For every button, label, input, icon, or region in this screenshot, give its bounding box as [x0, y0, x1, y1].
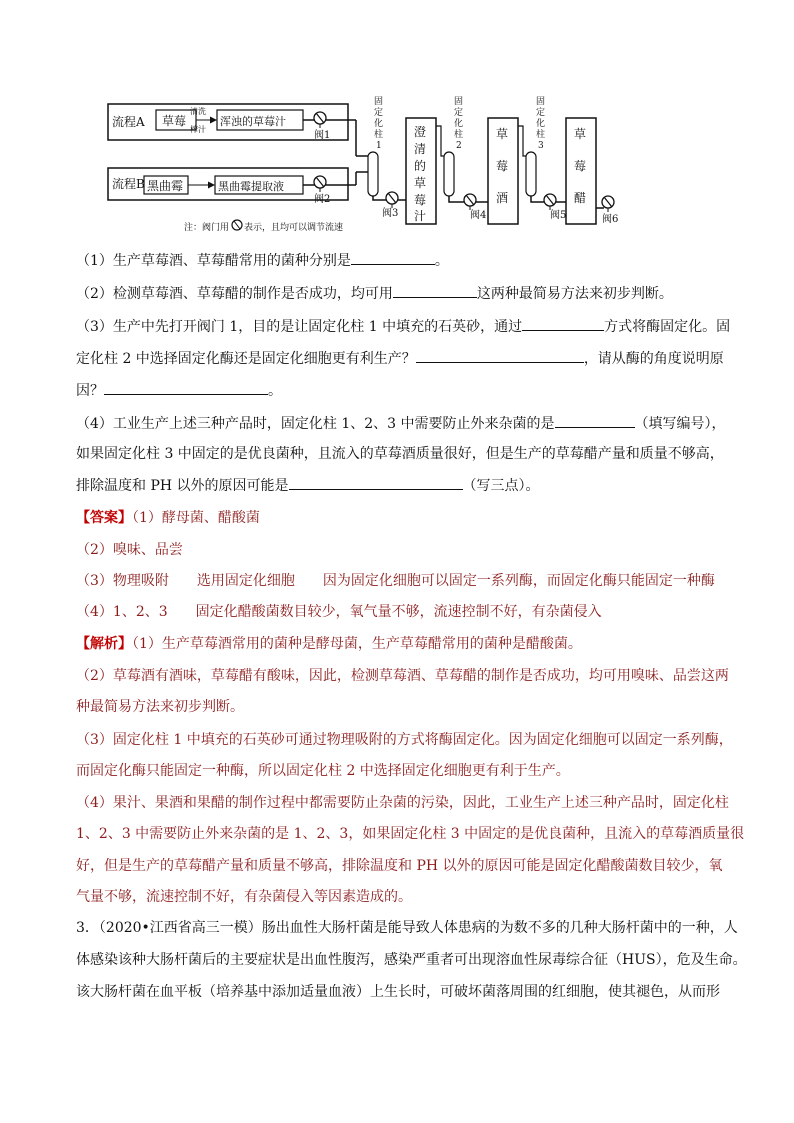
flow-b-box — [108, 168, 348, 200]
svg-text:固: 固 — [536, 97, 546, 107]
valve-2-icon — [314, 176, 326, 192]
question-3-line-1: （3）生产中先打开阀门 1，目的是让固定化柱 1 中填充的石英砂，通过 方式将酶固定化。固 — [76, 316, 736, 337]
valve-2-label: 阀2 — [314, 194, 331, 205]
flow-b-result: 黑曲霉提取液 — [218, 180, 284, 193]
svg-text:定: 定 — [536, 108, 546, 118]
flow-a-box — [108, 104, 348, 140]
figure-note-suffix: 表示，且均可以调节流速 — [244, 223, 344, 233]
svg-text:化: 化 — [374, 119, 384, 129]
valve-legend-icon — [232, 220, 242, 230]
analysis-tag: 【解析】 — [76, 636, 132, 652]
flow-a-arrow-top: 清洗 — [190, 107, 206, 116]
svg-text:醋: 醋 — [574, 191, 587, 205]
valve-1-label: 阀1 — [314, 130, 331, 141]
valve-6-label: 阀6 — [602, 214, 619, 225]
valve-1-icon — [314, 112, 326, 128]
question-4-line-1: （4）工业生产上述三种产品时，固定化柱 1、2、3 中需要防止外来杂菌的是 （填写编号）， — [76, 413, 736, 434]
flow-a-arrow-bottom: 榨汁 — [190, 125, 206, 134]
svg-text:固: 固 — [374, 97, 384, 107]
question-3-line-2: 定化柱 2 中选择固定化酶还是固定化细胞更有利生产？ ，请从酶的角度说明原 — [76, 348, 736, 369]
svg-text:的: 的 — [414, 159, 427, 173]
question-3-stem-line-2: 体感染该种大肠杆菌后的主要症状是出血性腹泻，感染严重者可出现溶血性尿毒综合征（HUS），危及生命。 — [76, 952, 747, 968]
analysis-p2-line-1: （2）草莓酒有酒味，草莓醋有酸味，因此，检测草莓酒、草莓醋的制作是否成功，均可用嗅味、品尝这两 — [76, 668, 729, 684]
svg-text:柱: 柱 — [536, 130, 546, 140]
analysis-p4-line-1: （4）果汁、果酒和果醋的制作过程中都需要防止杂菌的污染，因此，工业生产上述三种产品时，固定化柱 — [76, 795, 729, 811]
answer-blank[interactable] — [393, 283, 477, 298]
answer-tag: 【答案】 — [76, 510, 132, 526]
valve-5-label: 阀5 — [550, 210, 567, 221]
svg-text:化: 化 — [454, 119, 464, 129]
flow-b-item: 黑曲霉 — [147, 179, 184, 193]
svg-text:1: 1 — [376, 141, 382, 151]
svg-text:2: 2 — [456, 141, 462, 151]
valve-3-icon — [386, 192, 398, 208]
question-1: （1）生产草莓酒、草莓醋常用的菌种分别是 。 — [76, 250, 736, 271]
svg-text:定: 定 — [374, 108, 384, 118]
svg-text:莓: 莓 — [496, 159, 509, 173]
fixed-column-1 — [368, 96, 383, 196]
analysis-p4-line-4: 气量不够，流速控制不好，有杂菌侵入等因素造成的。 — [76, 889, 412, 905]
svg-text:化: 化 — [536, 119, 546, 129]
svg-text:草: 草 — [496, 127, 509, 141]
flow-a-label: 流程A — [112, 115, 145, 129]
flow-a-item: 草莓 — [162, 114, 187, 128]
analysis-line-1: 【解析】（1）生产草莓酒常用的菌种是酵母菌，生产草莓醋常用的菌种是醋酸菌。 — [76, 636, 582, 652]
fixed-column-2 — [444, 96, 463, 196]
tank-strawberry-wine — [488, 118, 518, 224]
question-2: （2）检测草莓酒、草莓醋的制作是否成功，均可用 这两种最简易方法来初步判断。 — [76, 283, 736, 304]
svg-text:3: 3 — [538, 141, 544, 151]
question-4-line-3: 排除温度和 PH 以外的原因可能是 （写三点）。 — [76, 475, 736, 496]
figure-note-prefix: 注：阀门用 — [184, 223, 230, 233]
answer-line-2: （2）嗅味、品尝 — [76, 542, 183, 558]
answer-blank[interactable] — [351, 250, 435, 265]
fixed-column-3 — [526, 96, 545, 196]
answer-blank[interactable] — [555, 413, 635, 428]
analysis-p3-line-1: （3）固定化柱 1 中填充的石英砂可通过物理吸附的方式将酶固定化。因为固定化细胞可以固定一系列酶， — [76, 732, 733, 748]
valve-5-icon — [544, 194, 556, 210]
analysis-p4-line-3: 好，但是生产的草莓醋产量和质量不够高，排除温度和 PH 以外的原因可能是固定化醋酸菌数目较少，氧 — [76, 858, 723, 874]
analysis-p3-line-2: 而固定化酶只能固定一种酶，所以固定化柱 2 中选择固定化细胞更有利于生产。 — [76, 763, 570, 779]
question-4-line-2: 如果固定化柱 3 中固定的是优良菌种，且流入的草莓酒质量很好，但是生产的草莓醋产量和质量不够高， — [76, 446, 724, 462]
svg-text:汁: 汁 — [414, 209, 427, 223]
svg-text:柱: 柱 — [374, 130, 384, 140]
flow-b-label: 流程B — [112, 177, 145, 191]
question-3-stem-line-3: 该大肠杆菌在血平板（培养基中添加适量血液）上生长时，可破坏菌落周围的红细胞，使其褪色，从而形 — [76, 984, 720, 1000]
valve-4-icon — [464, 194, 476, 210]
flow-a-result: 浑浊的草莓汁 — [220, 115, 286, 128]
svg-text:莓: 莓 — [574, 159, 587, 173]
tank-strawberry-vinegar — [566, 118, 596, 224]
svg-text:柱: 柱 — [454, 130, 464, 140]
analysis-p2-line-2: 种最简易方法来初步判断。 — [76, 699, 244, 715]
svg-text:定: 定 — [454, 108, 464, 118]
valve-4-label: 阀4 — [470, 210, 487, 221]
svg-text:固: 固 — [454, 97, 464, 107]
svg-text:清: 清 — [414, 142, 427, 156]
svg-text:莓: 莓 — [414, 193, 427, 207]
answer-line-1: 【答案】（1）酵母菌、醋酸菌 — [76, 510, 260, 526]
answer-blank[interactable] — [289, 475, 463, 490]
question-3-stem-line-1: 3．（2020•江西省高三一模）肠出血性大肠杆菌是能导致人体患病的为数不多的几种大肠杆菌中的一种，人 — [76, 920, 738, 936]
svg-text:澄: 澄 — [414, 125, 427, 139]
answer-blank[interactable] — [416, 348, 584, 363]
analysis-p4-line-2: 1、2、3 中需要防止外来杂菌的是 1、2、3，如果固定化柱 3 中固定的是优良菌种，且流入的草莓酒质量很 — [76, 826, 745, 842]
svg-text:酒: 酒 — [496, 191, 509, 205]
process-diagram — [104, 96, 624, 236]
tank-clear-juice — [406, 118, 436, 224]
valve-3-label: 阀3 — [382, 208, 399, 219]
answer-blank[interactable] — [522, 316, 604, 331]
question-3-line-3: 因？ 。 — [76, 380, 736, 401]
svg-text:草: 草 — [574, 127, 587, 141]
valve-6-icon — [602, 196, 614, 212]
answer-line-4: （4）1、2、3 固定化醋酸菌数目较少，氧气量不够，流速控制不好，有杂菌侵入 — [76, 604, 602, 620]
answer-line-3: （3）物理吸附 选用固定化细胞 因为固定化细胞可以固定一系列酶，而固定化酶只能固定一种酶 — [76, 573, 715, 589]
answer-blank[interactable] — [104, 380, 268, 395]
svg-text:草: 草 — [414, 176, 427, 190]
